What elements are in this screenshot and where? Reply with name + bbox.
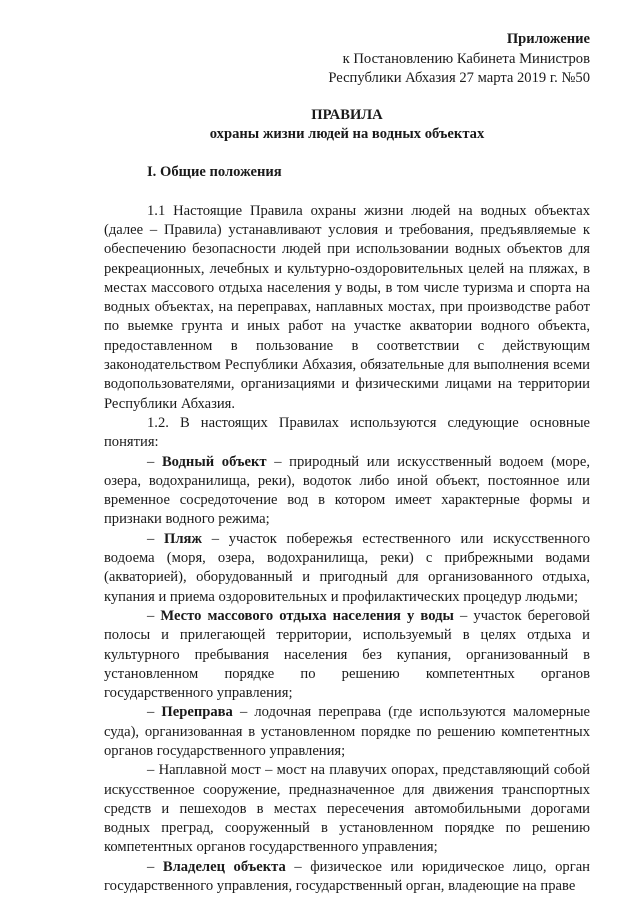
- definition-text: – природный или искусственный водоем (море, озера, водохранилища, реки), водоток либо иной объект, постоянное или временное сосредоточение вод в котором имеет характерные формы и признаки водного режима;: [104, 453, 590, 528]
- paragraph-1-1: [104, 202, 590, 414]
- definition-crossing: [104, 703, 590, 761]
- definition-dash: –: [147, 530, 164, 547]
- definition-recreation-place: [104, 607, 590, 703]
- appendix-line-1: к Постановлению Кабинета Министров: [342, 50, 590, 67]
- definition-text: – лодочная переправа (где используются маломерные суда), организованная в установленном порядке по решению компетентных органов государственного управления;: [104, 704, 590, 759]
- definition-pontoon-bridge: [104, 761, 590, 857]
- definition-term: Пляж: [164, 530, 203, 547]
- definition-term: Владелец объекта: [162, 858, 286, 875]
- definition-dash: –: [147, 762, 159, 779]
- paragraph-1-2: [104, 414, 590, 453]
- definition-dash: –: [147, 858, 163, 875]
- appendix-line-2: Республики Абхазия 27 марта 2019 г. №50: [328, 70, 590, 87]
- definition-term: Переправа: [161, 704, 233, 721]
- body-text: [104, 202, 590, 897]
- paragraph-text: 1.2. В настоящих Правилах используются следующие основные понятия:: [104, 414, 590, 451]
- definition-beach: [104, 530, 590, 607]
- definition-term: Место массового отдыха населения у воды: [160, 607, 454, 624]
- definition-text: – участок побережья естественного или искусственного водоема (моря, озера, водохранилища, реки) с прибрежными водами (акваторией), оборудованный и пригодный для организованного отдыха, купания и приема оздоровительных и профилактических процедур людьми;: [104, 530, 590, 605]
- definition-text: Наплавной мост – мост на плавучих опорах, представляющий собой искусственное сооружение, предназначенное для движения транспортных средств и пешеходов в местах пересечения автомобильными дорогами водных преград, сооруженный в установленном порядке по решению компетентных органов государственного управления;: [104, 762, 590, 856]
- appendix-label: Приложение: [506, 31, 590, 47]
- paragraph-text: 1.1 Настоящие Правила охраны жизни людей на водных объектах (далее – Правила) устанавливают условия и требования, предъявляемые к обеспечению безопасности людей при использовании водных объектов для рекреационных, лечебных и культурно-оздоровительных целей на пляжах, в местах массового отдыха населения у воды, в том числе туризма и спорта на водных объектах, на переправах, наплавных мостах, при производстве работ по выемке грунта и иных работ на участке акватории водного объекта, предоставленном в пользование в соответствии с действующим законодательством Республики Абхазия, обязательные для выполнения всеми водопользователями, организациями и физическими лицами на территории Республики Абхазия.: [104, 202, 590, 412]
- definition-text: – участок береговой полосы и прилегающей территории, используемый в целях отдыха и культурного пребывания населения без купания, организованный в установленном порядке по решению компетентных органов государственного управления;: [104, 607, 590, 702]
- definition-text: – физическое или юридическое лицо, орган государственного управления, государственный орган, владеющие на праве: [104, 858, 590, 895]
- definition-dash: –: [147, 607, 161, 624]
- title-subtitle: охраны жизни людей на водных объектах: [209, 126, 485, 143]
- definition-term: Водный объект: [161, 453, 267, 470]
- definition-water-object: [104, 453, 590, 530]
- document-title: [104, 106, 590, 145]
- appendix-block: [104, 30, 590, 89]
- definition-dash: –: [147, 453, 162, 470]
- title-main: ПРАВИЛА: [311, 106, 383, 123]
- document-page: [104, 30, 590, 896]
- section-heading: I. Общие положения: [147, 164, 282, 181]
- definition-object-owner: [104, 858, 590, 897]
- definition-dash: –: [147, 704, 162, 721]
